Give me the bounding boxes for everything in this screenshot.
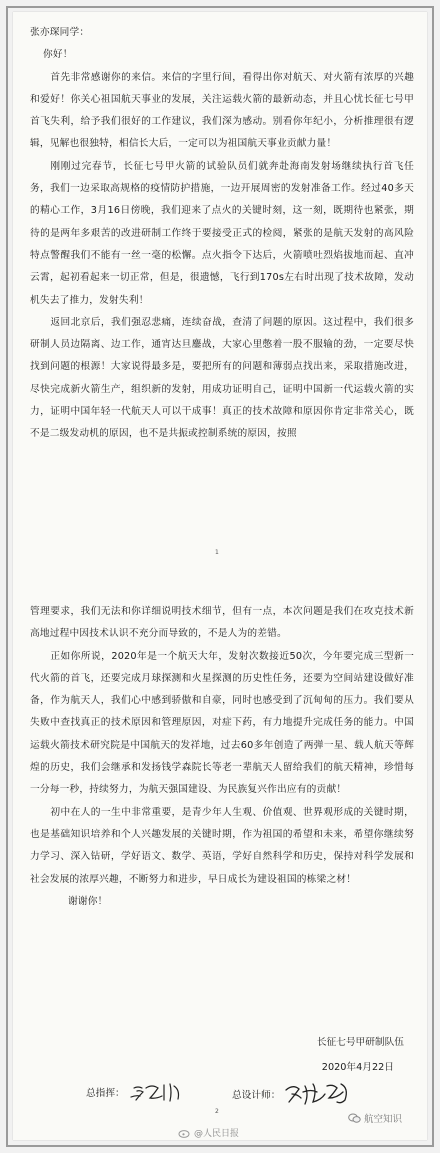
paragraph: 首先非常感谢你的来信。来信的字里行间，看得出你对航天、对火箭有浓厚的兴趣和爱好！你关心祖国航天事业的发展，关注运载火箭的最新动态，并且心忧长征七号甲首飞失利，给予我们很好的工作建议，我们深为感动。别看你年纪小，分析推理很有逻辑，见解也很独特，相信长大后，一定可以为祖国航天事业贡献力量！ bbox=[30, 71, 414, 150]
watermark-weibo bbox=[178, 1126, 239, 1139]
paragraph: 刚刚过完春节，长征七号甲火箭的试验队员们就奔赴海南发射场继续执行首飞任务，我们一边采取高规格的疫情防护措施，一边开展周密的发射准备工作。经过40多天的精心工作，3月16日傍晚，我们迎来了点火的关键时刻，这一刻，既期待也紧张，期待的是两年多艰苦的改进研制工作终于要接受正式的检阅，紧张的是航天发射的高风险特点警醒我们不能有一丝一毫的松懈。点火指令下达后，火箭喷吐烈焰拔地而起、直冲云霄，起初看起来一切正常，但是，很遗憾，飞行到170s左右时出现了技术故障，发动机失去了推力，发射失利！ bbox=[30, 160, 414, 306]
watermark-left-text: @人民日报 bbox=[194, 1129, 240, 1139]
salutation: 张亦琛同学： bbox=[30, 27, 90, 38]
commander-label: 总指挥： bbox=[86, 1088, 125, 1099]
page-number: 2 bbox=[215, 1108, 219, 1115]
letter-page-one bbox=[22, 22, 418, 446]
watermark-right-text: 航空知识 bbox=[364, 1114, 403, 1125]
letter-page-two bbox=[22, 601, 418, 913]
commander-handwritten-signature bbox=[128, 1080, 186, 1104]
paragraph: 初中在人的一生中非常重要，是青少年人生观、价值观、世界观形成的关键时期，也是基础知识培养和个人兴趣发展的关键时期，作为祖国的希望和未来，希望你继续努力学习、深入钻研，学好语文、数学、英语，学好自然科学和历史，保持对科学发展和社会发展的浓厚兴趣，不断努力和进步，早日成长为建设祖国的栋梁之材！ bbox=[30, 806, 414, 885]
watermark-aviation bbox=[348, 1111, 402, 1125]
closing: 谢谢你！ bbox=[68, 895, 108, 907]
greeting: 你好！ bbox=[43, 49, 73, 61]
signature-date: 2020年4月22日 bbox=[321, 1062, 394, 1073]
paragraph: 正如你所说，2020年是一个航天大年，发射次数接近50次，今年要完成三型新一代火箭的首飞，还要完成月球探测和火星探测的历史性任务，还要为空间站建设做好准备，作为航天人，我们心中感到骄傲和自豪，同时也感受到了沉甸甸的压力。我们要从失败中查找真正的技术原因和管理原因，对症下药，有力地提升完成任务的能力。中国运载火箭技术研究院是中国航天的发祥地，过去60多年创造了两弹一星、载人航天等辉煌的历史，我们会继承和发扬钱学森院长等老一辈航天人留给我们的航天精神，珍惜每一分每一秒，持续努力，为航天强国建设、为民族复兴作出应有的贡献！ bbox=[30, 650, 414, 796]
signature-org: 长征七号甲研制队伍 bbox=[316, 1037, 404, 1048]
paragraph: 返回北京后，我们强忍悲痛，连续奋战，查清了问题的原因。这过程中，我们很多研制人员边隔离、边工作，通宵达旦鏖战，大家心里憋着一股不服输的劲，一定要尽快找到问题的根源！大家说得最多是，要把所有的问题和薄弱点找出来，采取措施改进，尽快完成新火箭生产，组织新的发射，用成功证明自己，证明中国新一代运载火箭的实力，证明中国年轻一代航天人可以干成事！真正的技术故障和原因你肯定非常关心，既不是二级发动机的原因，也不是共振或控制系统的原因，按照 bbox=[30, 316, 414, 440]
paragraph: 管理要求，我们无法和你详细说明技术细节，但有一点，本次问题是我们在攻克技术新高地过程中因技术认识不充分而导致的，不是人为的差错。 bbox=[30, 606, 414, 640]
chief-designer-signature-row bbox=[232, 1080, 355, 1108]
commander-signature-row bbox=[86, 1080, 186, 1104]
page-number: 1 bbox=[215, 549, 219, 556]
chief-designer-handwritten-signature bbox=[283, 1080, 355, 1108]
weibo-icon bbox=[178, 1128, 191, 1138]
chief-designer-label: 总设计师： bbox=[232, 1090, 281, 1101]
wechat-icon bbox=[348, 1113, 361, 1123]
